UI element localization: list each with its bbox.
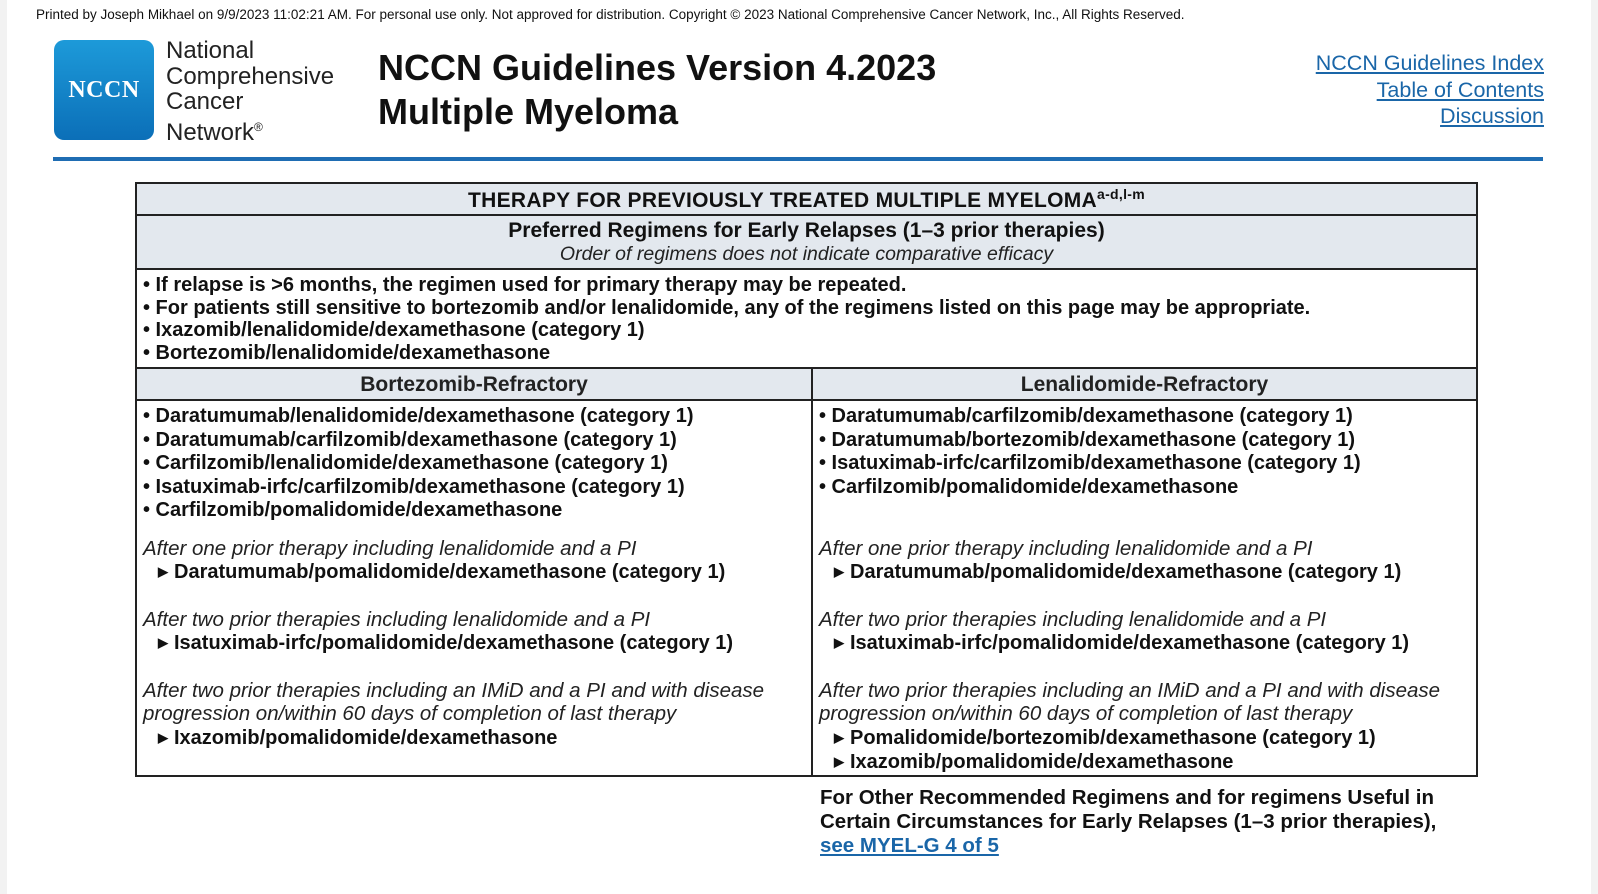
nccn-logo (54, 40, 154, 140)
registered-mark: ® (254, 119, 263, 134)
triangle-bullet-icon: ▶ (158, 729, 168, 745)
table-title-text: THERAPY FOR PREVIOUSLY TREATED MULTIPLE MYELOMA (468, 189, 1097, 212)
condition-text: After two prior therapies including an IMiD and a PI and with disease (143, 678, 765, 702)
condition-text: After two prior therapies including lenalidomide and a PI (819, 607, 1327, 631)
triangle-bullet-icon: ▶ (834, 564, 844, 579)
bortezomib-refractory-column (137, 369, 813, 775)
list-item: • Daratumumab/carfilzomib/dexamethasone (category 1) (143, 428, 677, 451)
discussion-link[interactable]: Discussion (1440, 104, 1544, 128)
org-line: Network (166, 118, 255, 146)
list-item: • Carfilzomib/lenalidomide/dexamethasone (category 1) (143, 452, 668, 474)
page-right-margin (1591, 0, 1598, 894)
list-item: • Ixazomib/lenalidomide/dexamethasone (category 1) (143, 319, 645, 341)
triangle-bullet-icon: ▶ (158, 564, 168, 579)
condition-text: progression on/within 60 days of completion of last therapy (819, 702, 1353, 725)
org-name (166, 38, 334, 145)
sub-item-text: Pomalidomide/bortezomib/dexamethasone (category 1) (850, 726, 1376, 749)
page-title: NCCN Guidelines Version 4.2023 (378, 47, 937, 88)
sub-item-text: Daratumumab/pomalidomide/dexamethasone (category 1) (174, 561, 726, 583)
guidelines-index-link[interactable]: NCCN Guidelines Index (1315, 51, 1544, 75)
sub-item-text: Ixazomib/pomalidomide/dexamethasone (174, 726, 558, 749)
sub-item (143, 560, 805, 585)
column-header: Bortezomib-Refractory (137, 369, 811, 401)
triangle-bullet-icon: ▶ (834, 729, 844, 745)
page-left-margin (0, 0, 7, 894)
list-item: • Daratumumab/lenalidomide/dexamethasone (category 1) (143, 405, 694, 427)
page-subtitle: Multiple Myeloma (378, 91, 679, 132)
condition-text: progression on/within 60 days of completion of last therapy (143, 702, 677, 725)
list-item: • Bortezomib/lenalidomide/dexamethasone (143, 341, 551, 364)
sub-item (819, 750, 1470, 775)
section-header (137, 216, 1476, 270)
sub-item (819, 726, 1470, 751)
list-item: • Isatuximab-irfc/carfilzomib/dexamethasone (category 1) (819, 452, 1361, 474)
triangle-bullet-icon: ▶ (158, 635, 168, 650)
refractory-columns (137, 369, 1476, 775)
sub-item (819, 560, 1470, 585)
table-title (137, 184, 1476, 216)
sub-item (819, 631, 1470, 656)
list-item: • Daratumumab/bortezomib/dexamethasone (category 1) (819, 428, 1356, 451)
org-line: Comprehensive (166, 62, 335, 90)
list-item: • Daratumumab/carfilzomib/dexamethasone (category 1) (819, 405, 1353, 427)
printed-notice: Printed by Joseph Mikhael on 9/9/2023 11:02:21 AM. For personal use only. Not approved for distribution. Copyright © 2023 National Comprehensive Cancer Network, Inc., All Rights Reserved. (36, 7, 1185, 22)
list-item: • Isatuximab-irfc/carfilzomib/dexamethasone (category 1) (143, 475, 685, 498)
logo-text: NCCN (68, 76, 140, 103)
condition-text: After two prior therapies including an IMiD and a PI and with disease (819, 678, 1441, 702)
column-body (137, 401, 811, 775)
footer-line: Certain Circumstances for Early Relapses (1–3 prior therapies), (820, 810, 1437, 833)
page-title-block (378, 46, 936, 134)
org-line: Cancer (166, 88, 244, 115)
list-item: • Carfilzomib/pomalidomide/dexamethasone (819, 475, 1239, 498)
footer-note (820, 786, 1436, 858)
column-header: Lenalidomide-Refractory (813, 369, 1476, 401)
footer-line: For Other Recommended Regimens and for regimens Useful in (820, 786, 1434, 809)
header-divider (53, 157, 1543, 161)
condition-text: After two prior therapies including lenalidomide and a PI (143, 607, 651, 631)
sub-item-text: Ixazomib/pomalidomide/dexamethasone (850, 751, 1234, 773)
common-regimens (137, 270, 1476, 369)
list-item: • If relapse is >6 months, the regimen used for primary therapy may be repeated. (143, 274, 907, 296)
triangle-bullet-icon: ▶ (834, 635, 844, 650)
list-item: • For patients still sensitive to bortezomib and/or lenalidomide, any of the regimens listed on this page may be appropriate. (143, 296, 1311, 319)
therapy-table (135, 182, 1478, 777)
lenalidomide-refractory-column (813, 369, 1476, 775)
sub-item-text: Daratumumab/pomalidomide/dexamethasone (category 1) (850, 561, 1402, 583)
sub-item (143, 726, 805, 751)
table-of-contents-link[interactable]: Table of Contents (1376, 77, 1544, 102)
condition-text: After one prior therapy including lenalidomide and a PI (143, 536, 637, 560)
section-note: Order of regimens does not indicate comparative efficacy (559, 243, 1054, 265)
section-title: Preferred Regimens for Early Relapses (1–3 prior therapies) (508, 219, 1105, 242)
column-body (813, 401, 1476, 775)
org-line-network (166, 115, 334, 146)
table-title-footnote: a-d,l-m (1097, 186, 1145, 202)
myel-g-link[interactable]: see MYEL-G 4 of 5 (820, 834, 999, 857)
org-line: National (166, 37, 255, 64)
sub-item (143, 631, 805, 656)
nav-links (1316, 50, 1544, 130)
list-item: • Carfilzomib/pomalidomide/dexamethasone (143, 499, 563, 521)
sub-item-text: Isatuximab-irfc/pomalidomide/dexamethasone (category 1) (850, 632, 1410, 654)
triangle-bullet-icon: ▶ (834, 754, 844, 769)
sub-item-text: Isatuximab-irfc/pomalidomide/dexamethasone (category 1) (174, 632, 734, 654)
condition-text: After one prior therapy including lenalidomide and a PI (819, 536, 1313, 560)
